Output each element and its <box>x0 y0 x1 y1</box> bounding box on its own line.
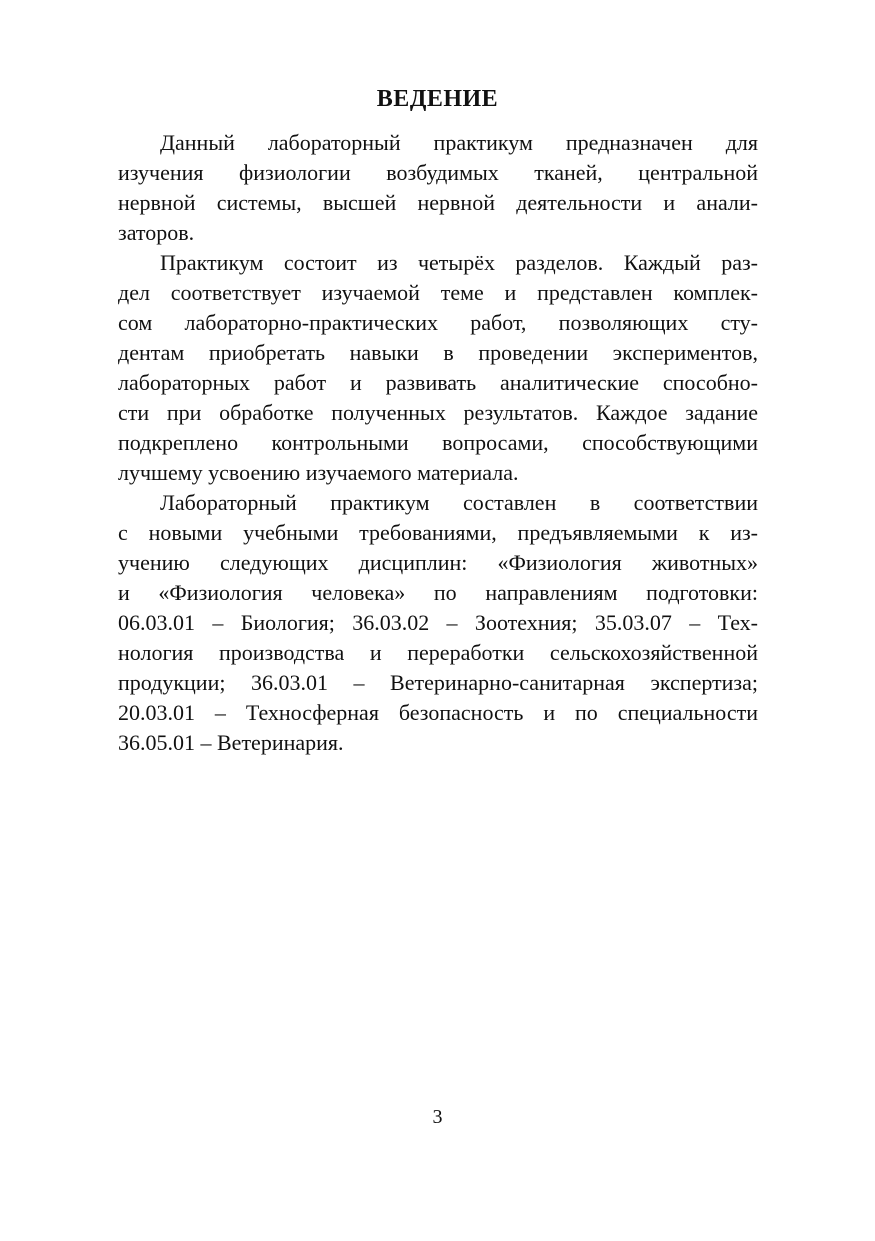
text-line: продукции; 36.03.01 – Ветеринарно-санитарная экспертиза; <box>118 670 758 695</box>
page-title: ВЕДЕНИЕ <box>376 86 499 112</box>
body-text <box>118 128 758 758</box>
text-line: 36.05.01 – Ветеринария. <box>118 730 344 755</box>
page-number: 3 <box>432 1106 443 1128</box>
text-line: лабораторных работ и развивать аналитические способно- <box>118 370 758 395</box>
text-line: заторов. <box>118 220 195 245</box>
text-line: дентам приобретать навыки в проведении экспериментов, <box>118 340 758 365</box>
text-line: нология производства и переработки сельскохозяйственной <box>118 640 758 665</box>
text-line: подкреплено контрольными вопросами, способствующими <box>118 430 758 455</box>
paragraph-1 <box>118 128 758 248</box>
text-line: Данный лабораторный практикум предназначен для <box>160 130 758 155</box>
text-line: сти при обработке полученных результатов. Каждое задание <box>118 400 758 425</box>
paragraph-3 <box>118 488 758 758</box>
text-line: изучения физиологии возбудимых тканей, центральной <box>118 160 758 185</box>
text-line: сом лабораторно-практических работ, позволяющих сту- <box>118 310 758 335</box>
text-line: нервной системы, высшей нервной деятельности и анали- <box>118 190 758 215</box>
text-line: учению следующих дисциплин: «Физиология животных» <box>118 550 758 575</box>
text-line: и «Физиология человека» по направлениям подготовки: <box>118 580 758 605</box>
text-line: 20.03.01 – Техносферная безопасность и по специальности <box>118 700 758 725</box>
text-line: с новыми учебными требованиями, предъявляемыми к из- <box>118 520 758 545</box>
text-line: Практикум состоит из четырёх разделов. Каждый раз- <box>160 250 758 275</box>
text-line: 06.03.01 – Биология; 36.03.02 – Зоотехния; 35.03.07 – Тех- <box>118 610 758 635</box>
text-line: лучшему усвоению изучаемого материала. <box>118 460 519 485</box>
paragraph-2 <box>118 248 758 488</box>
text-line: дел соответствует изучаемой теме и представлен комплек- <box>118 280 758 305</box>
text-line: Лабораторный практикум составлен в соответствии <box>160 490 758 515</box>
